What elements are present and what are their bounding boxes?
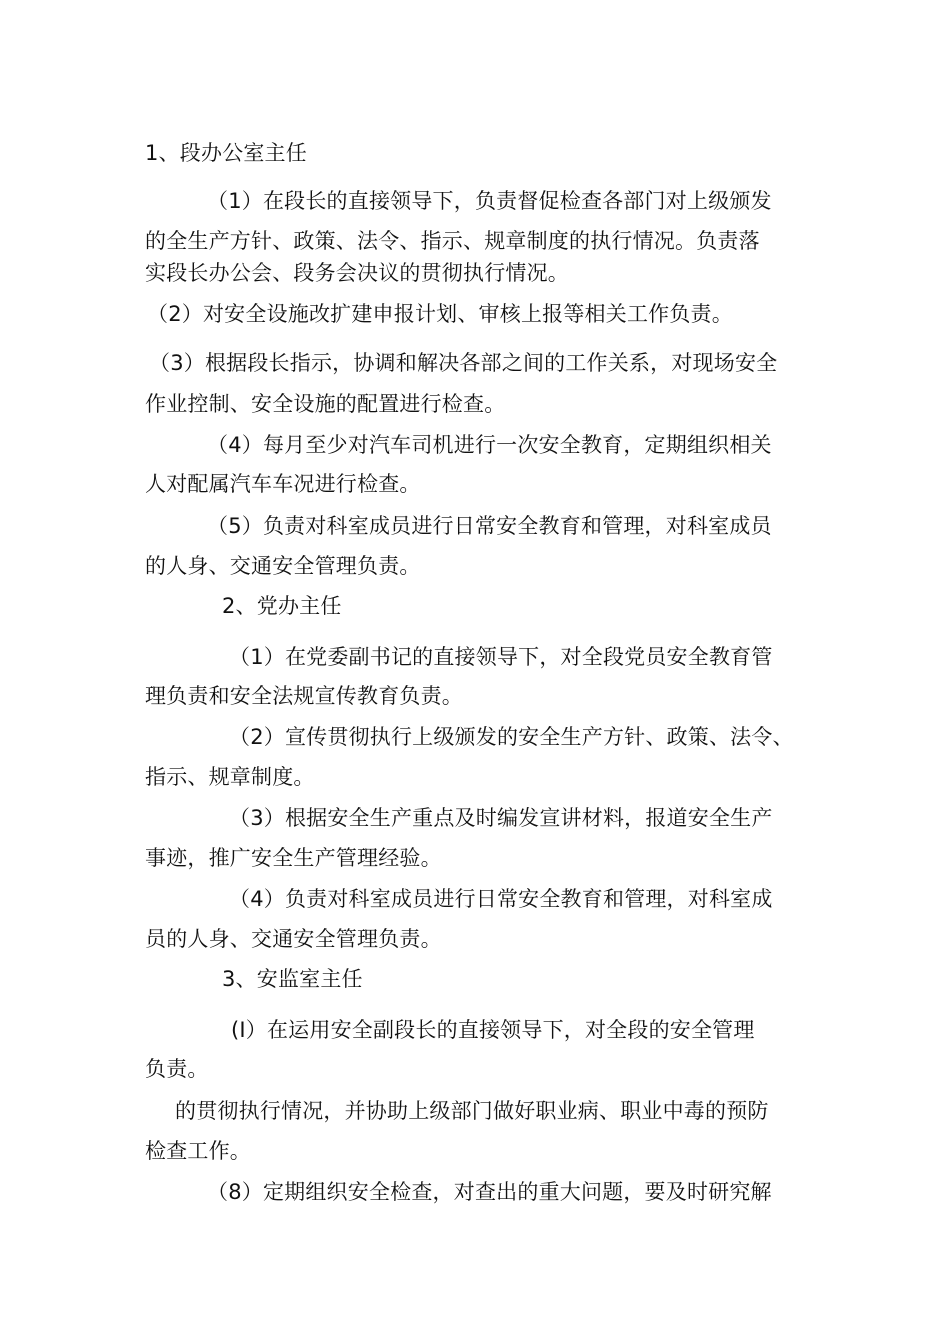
paragraph-line: 负责。 [145, 1057, 209, 1081]
paragraph-line: （3）根据安全生产重点及时编发宣讲材料，报道安全生产 [229, 806, 773, 830]
section-heading-1: 1、段办公室主任 [145, 141, 307, 165]
paragraph-line: （3）根据段长指示，协调和解决各部之间的工作关系，对现场安全 [149, 351, 778, 375]
section-heading-3: 3、安监室主任 [222, 967, 363, 991]
paragraph-line: 的贯彻执行情况，并协助上级部门做好职业病、职业中毒的预防 [175, 1099, 769, 1123]
paragraph-line: (I）在运用安全副段长的直接领导下，对全段的安全管理 [231, 1018, 755, 1042]
paragraph-line: （8）定期组织安全检查，对查出的重大问题，要及时研究解 [207, 1180, 772, 1204]
paragraph-line: 员的人身、交通安全管理负责。 [145, 927, 442, 951]
paragraph-line: （4）每月至少对汽车司机进行一次安全教育，定期组织相关 [207, 433, 772, 457]
paragraph-line: （5）负责对科室成员进行日常安全教育和管理，对科室成员 [207, 514, 772, 538]
paragraph-line: （1）在党委副书记的直接领导下，对全段党员安全教育管 [229, 645, 773, 669]
paragraph-line: 检查工作。 [145, 1139, 251, 1163]
paragraph-line: （1）在段长的直接领导下，负责督促检查各部门对上级颁发 [207, 189, 772, 213]
paragraph-line: 理负责和安全法规宣传教育负责。 [145, 684, 463, 708]
paragraph-line: 事迹，推广安全生产管理经验。 [145, 846, 442, 870]
paragraph-line: （4）负责对科室成员进行日常安全教育和管理，对科室成 [229, 887, 773, 911]
paragraph-line: 实段长办公会、段务会决议的贯彻执行情况。 [145, 261, 569, 285]
paragraph-line: 的人身、交通安全管理负责。 [145, 554, 421, 578]
paragraph-line: （2）宣传贯彻执行上级颁发的安全生产方针、政策、法令、 [229, 725, 794, 749]
paragraph-line: （2）对安全设施改扩建申报计划、审核上报等相关工作负责。 [147, 302, 733, 326]
paragraph-line: 作业控制、安全设施的配置进行检查。 [145, 392, 506, 416]
paragraph-line: 人对配属汽车车况进行检查。 [145, 472, 421, 496]
paragraph-line: 指示、规章制度。 [145, 765, 315, 789]
section-heading-2: 2、党办主任 [222, 594, 342, 618]
paragraph-line: 的全生产方针、政策、法令、指示、规章制度的执行情况。负责落 [145, 229, 760, 253]
